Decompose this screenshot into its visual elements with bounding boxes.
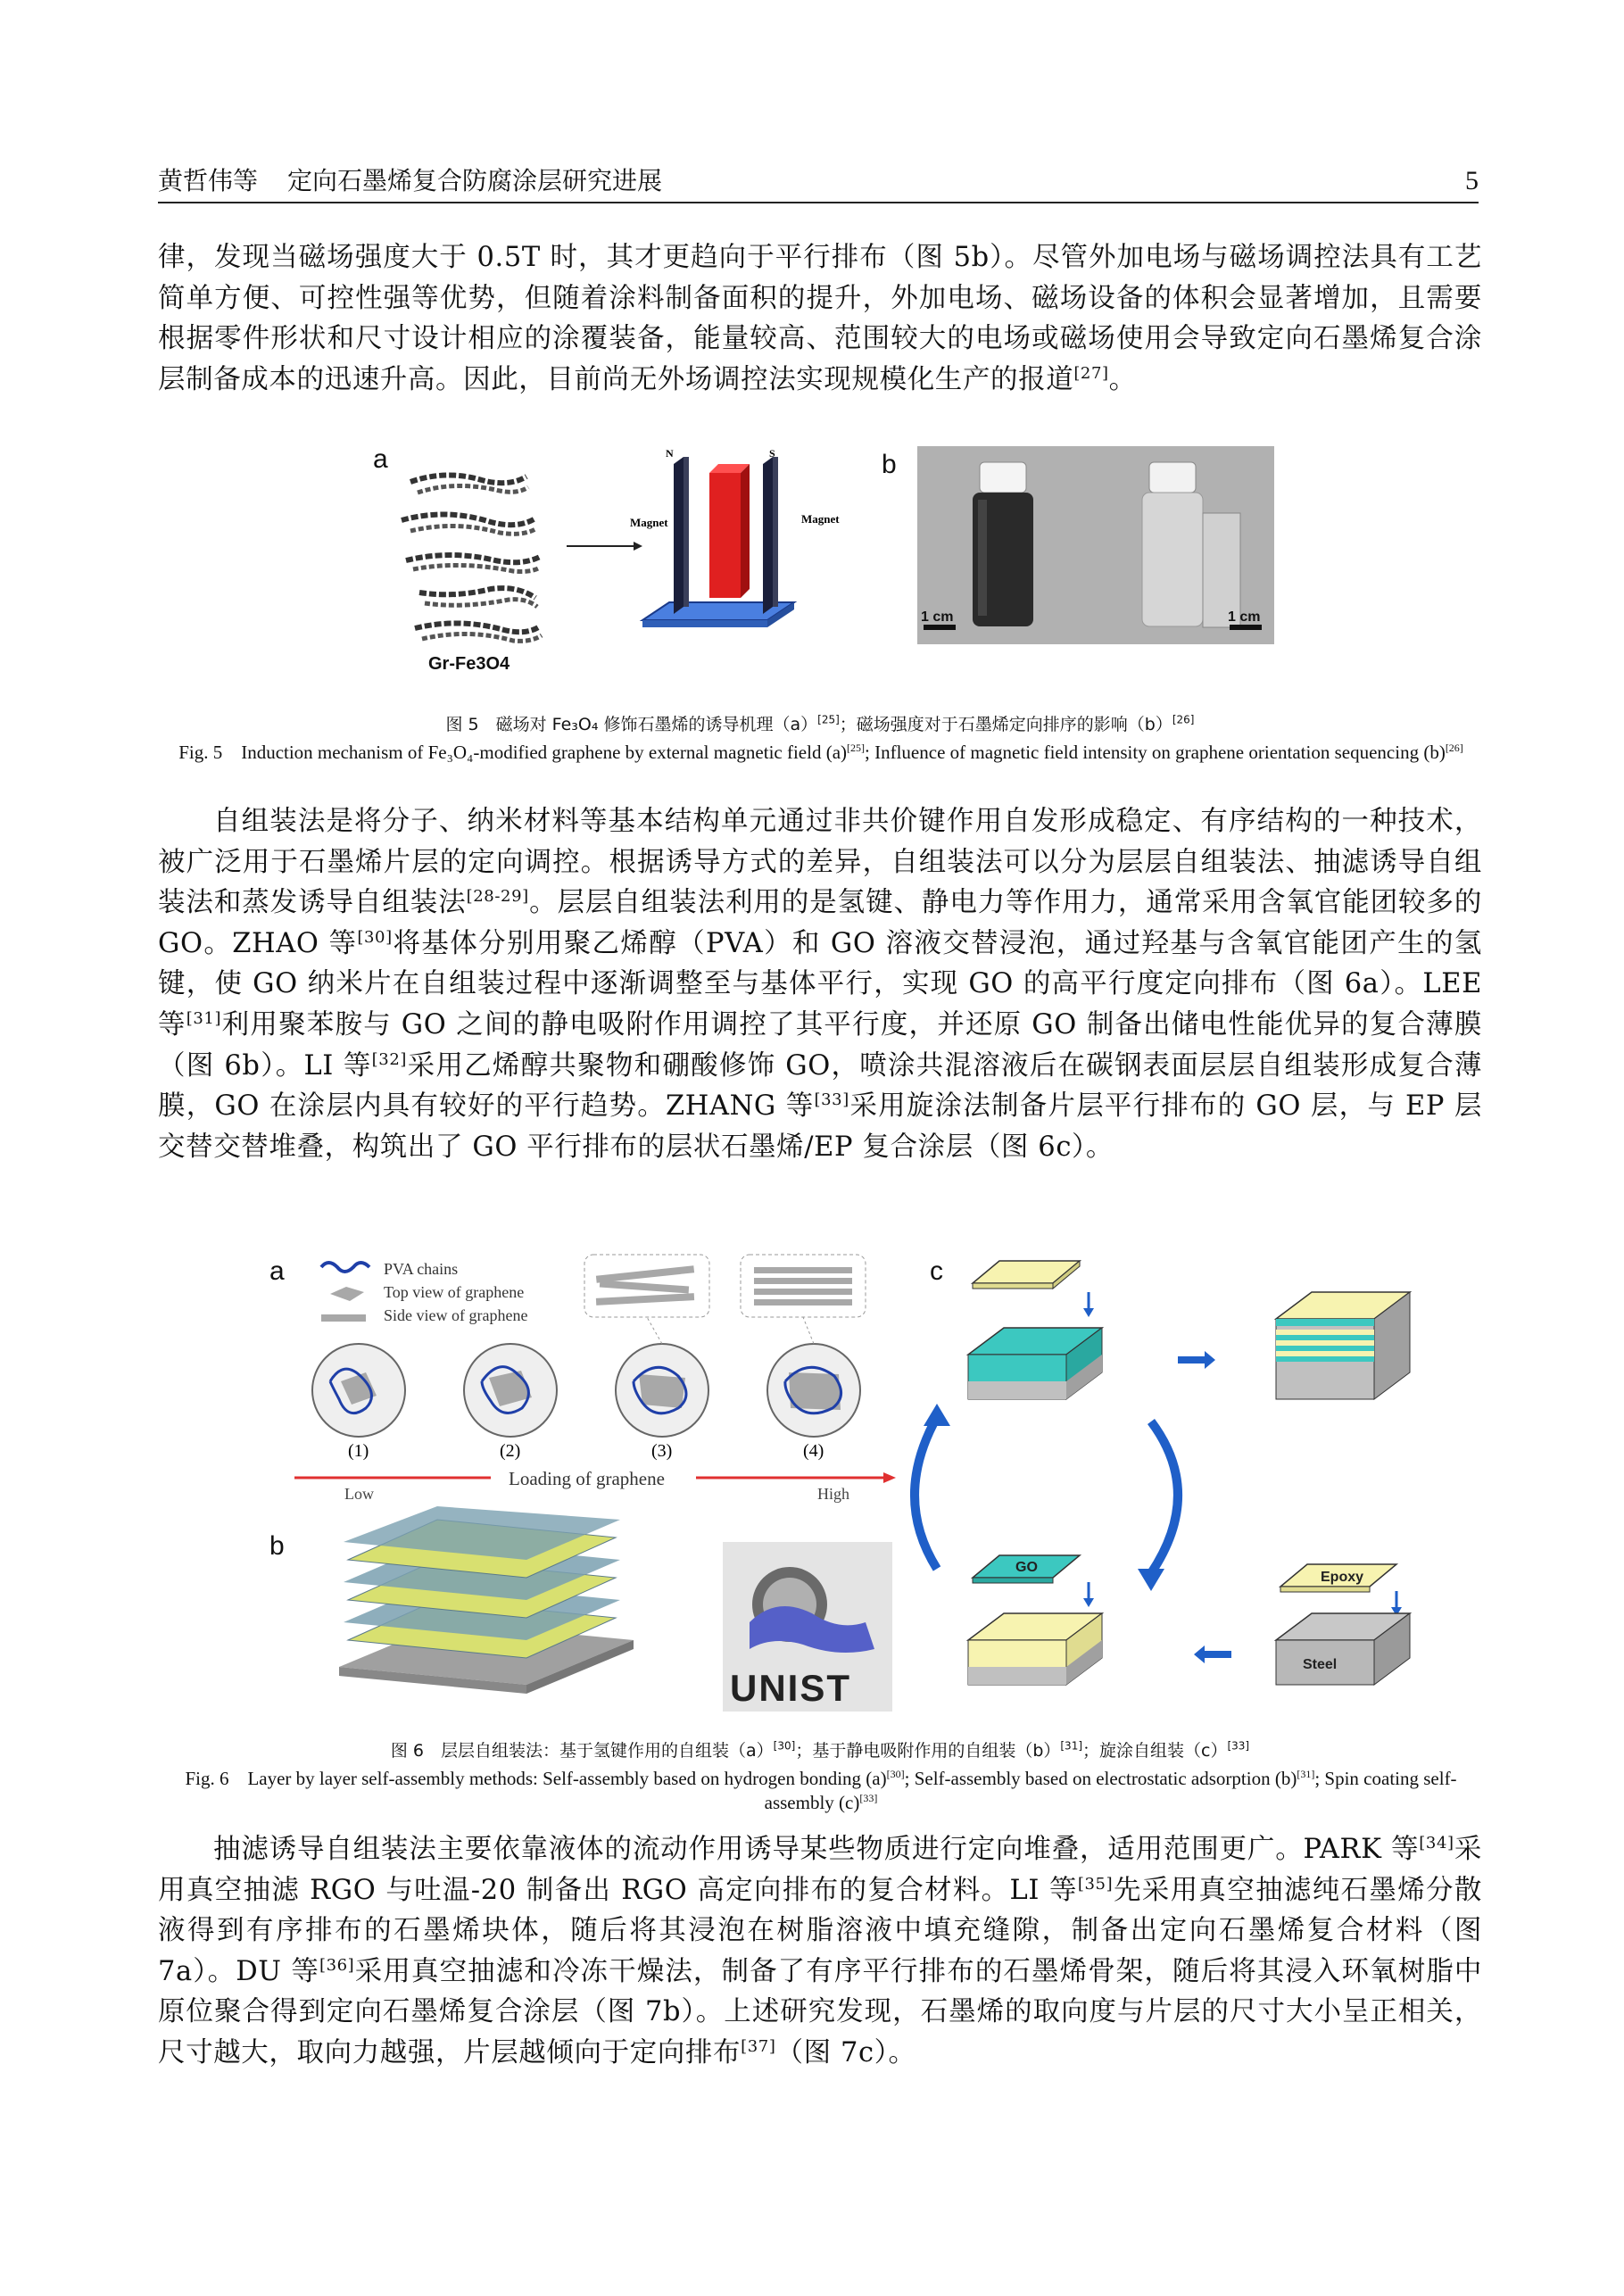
fig6-epoxy-label: Epoxy	[1321, 1570, 1364, 1585]
fig6-unist-logo: UNIST	[730, 1667, 851, 1709]
fig5-label-s: S	[769, 447, 775, 460]
page-number: 5	[1465, 166, 1479, 195]
running-header	[158, 161, 1479, 203]
paragraph-2: 自组装法是将分子、纳米材料等基本结构单元通过非共价键作用自发形成稳定、有序结构的一种技术，被广泛用于石墨烯片层的定向调控。根据诱导方式的差异，自组装法可以分为层层自组装法、抽滤诱导自组装法和蒸发诱导自组装法[28-29]。层层自组装法利用的是氢键、静电力等作用力，通常采用含氧官能团较多的 GO。ZHAO 等[30]将基体分别用聚乙烯醇（PVA）和 GO 溶液交替浸泡，通过羟基与含氧官能团产生的氢键，使 GO 纳米片在自组装过程中逐渐调整至与基体平行，实现 GO 的高平行度定向排布（图 6a）。LEE 等[31]利用聚苯胺与 GO 之间的静电吸附作用调控了其平行度，并还原 GO 制备出储电性能优异的复合薄膜（图 6b）。LI 等[32]采用乙烯醇共聚物和硼酸修饰 GO，喷涂共混溶液后在碳钢表面层层自组装形成复合薄膜，GO 在涂层内具有较好的平行趋势。ZHANG 等[33]采用旋涂法制备片层平行排布的 GO 层，与 EP 层交替交替堆叠，构筑出了 GO 平行排布的层状石墨烯/EP 复合涂层（图 6c）。	[158, 806, 1482, 1163]
fig6-caption-cn: 图 6 层层自组装法：基于氢键作用的自组装（a）[30]；基于静电吸附作用的自组装（b）[31]；旋涂自组装（c）[33]	[390, 1739, 1250, 1761]
fig6-panel-b-label: b	[269, 1531, 285, 1561]
fig5-caption-cn: 图 5 磁场对 Fe₃O₄ 修饰石墨烯的诱导机理（a）[25]；磁场强度对于石墨烯定向排序的影响（b）[26]	[445, 713, 1195, 734]
fig6-step-4: (4)	[803, 1441, 824, 1461]
fig6-step-1: (1)	[348, 1441, 369, 1461]
header-title: 定向石墨烯复合防腐涂层研究进展	[287, 166, 663, 195]
fig6-steel-label: Steel	[1303, 1657, 1338, 1672]
vial-photo	[917, 446, 1274, 644]
fig6b-layered-film	[339, 1506, 634, 1694]
fig6-caption-en: Fig. 6 Layer by layer self-assembly methods: Self-assembly based on hydrogen bonding (a)[30]; Self-assembly based on electrostatic adsorption (b)[31]; Spin coating self-assembly (c)[33]	[185, 1768, 1457, 1813]
fig5-magnet-left: Magnet	[630, 516, 668, 529]
fig6-panel-a-label: a	[269, 1256, 285, 1286]
fig6c-spin-coating-cycle	[915, 1261, 1410, 1685]
fig5-scale-left: 1 cm	[921, 609, 954, 625]
fig6a-legend	[321, 1263, 369, 1322]
fig5-label-n: N	[666, 447, 674, 460]
fig6-step-3: (3)	[651, 1441, 673, 1461]
figure-6-graphic	[259, 1247, 1490, 1720]
fig5-arrow	[567, 542, 642, 551]
figure-6	[259, 1247, 1490, 1720]
fig5-material-label: Gr-Fe3O4	[428, 654, 510, 674]
fig6a-circles	[312, 1317, 860, 1437]
fig6-low-label: Low	[344, 1485, 374, 1503]
fig6-panel-c-label: c	[930, 1256, 943, 1286]
paragraph-3: 抽滤诱导自组装法主要依靠液体的流动作用诱导某些物质进行定向堆叠，适用范围更广。PARK 等[34]采用真空抽滤 RGO 与吐温-20 制备出 RGO 高定向排布的复合材料。LI 等[35]先采用真空抽滤纯石墨烯分散液得到有序排布的石墨烯块体，随后将其浸泡在树脂溶液中填充缝隙，制备出定向石墨烯复合材料（图 7a）。DU 等[36]采用真空抽滤和冷冻干燥法，制备了有序平行排布的石墨烯骨架，随后将其浸入环氧树脂中原位聚合得到定向石墨烯复合涂层（图 7b）。上述研究发现，石墨烯的取向度与片层的尺寸大小呈正相关，尺寸越大，取向力越强，片层越倾向于定向排布[37]（图 7c）。	[158, 1833, 1482, 2068]
fig5-panel-b-label: b	[882, 450, 897, 479]
fig6-legend-side: Side view of graphene	[384, 1306, 528, 1324]
fig6-high-label: High	[817, 1485, 849, 1503]
fig6-legend-pva: PVA chains	[384, 1260, 459, 1278]
fig6a-side-stacks	[596, 1265, 852, 1305]
header-authors: 黄哲伟等	[158, 166, 259, 195]
fig6a-callout-4	[741, 1255, 866, 1317]
fig5-scale-right: 1 cm	[1228, 609, 1261, 625]
fig5-magnet-right: Magnet	[801, 512, 840, 526]
paragraph-1: 律，发现当磁场强度大于 0.5T 时，其才更趋向于平行排布（图 5b）。尽管外加电场与磁场调控法具有工艺简单方便、可控性强等优势，但随着涂料制备面积的提升，外加电场、磁场设备的体积会显著增加，且需要根据零件形状和尺寸设计相应的涂覆装备，能量较高、范围较大的电场或磁场使用会导致定向石墨烯复合涂层制备成本的迅速升高。因此，目前尚无外场调控法实现规模化生产的报道[27]。	[158, 242, 1482, 395]
fig6-loading-label: Loading of graphene	[509, 1468, 665, 1489]
fig6-step-2: (2)	[500, 1441, 521, 1461]
fig5-caption-en: Fig. 5 Induction mechanism of Fe₃O₄-modified graphene by external magnetic field (a)[25]; Influence of magnetic field intensity on graphene orientation sequencing (b)[26]	[178, 742, 1463, 763]
graphene-fe3o4-sheets	[402, 475, 542, 641]
fig5-panel-a-label: a	[373, 444, 388, 474]
figure-5-graphic	[366, 437, 1276, 678]
magnet-setup	[642, 457, 794, 627]
fig6-legend-top: Top view of graphene	[384, 1283, 525, 1301]
figure-5	[366, 437, 1276, 678]
fig6-go-label: GO	[1015, 1560, 1038, 1575]
